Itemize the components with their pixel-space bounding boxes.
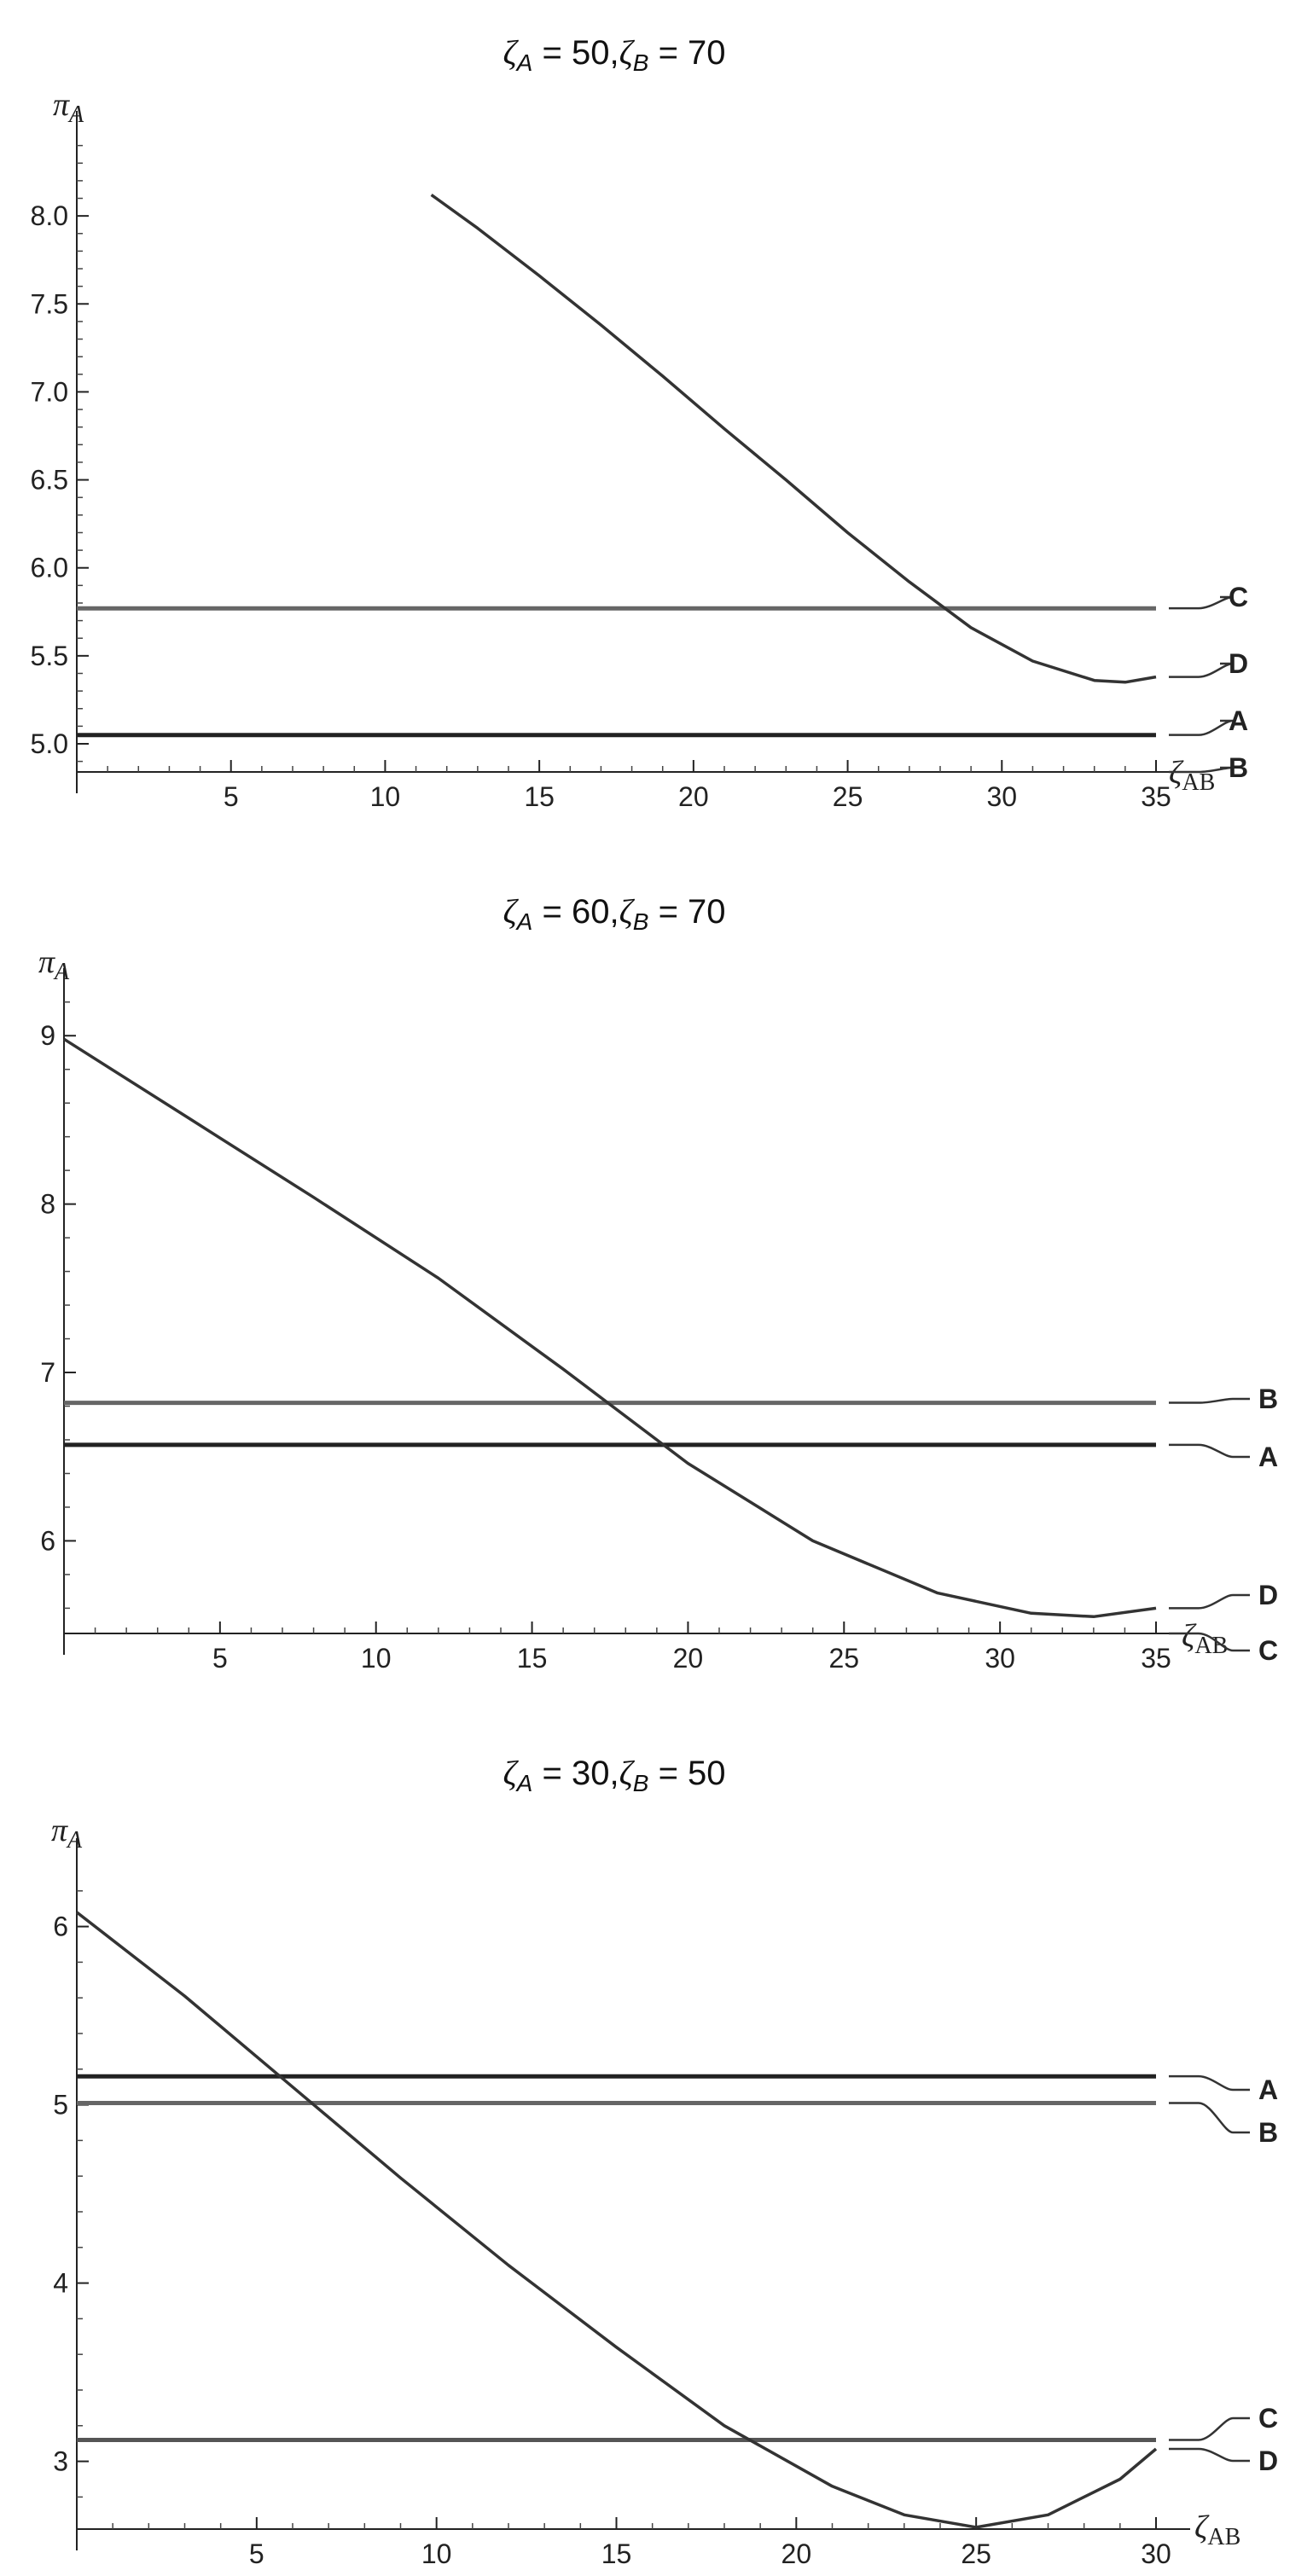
x-axis-label-sub: AB [1194,1633,1229,1659]
x-tick-label: 20 [678,781,709,812]
x-tick-label: 10 [421,2538,452,2569]
x-tick-label: 35 [1141,1643,1171,1674]
x-tick-label: 25 [961,2538,991,2569]
legend-leader-B [1169,1399,1250,1403]
title-sub-a: A [516,1770,533,1796]
y-tick-label: 6 [40,1525,55,1557]
title-zeta-b: ζ [619,33,633,72]
legend-leader-A [1169,721,1233,735]
legend-leader-A [1169,1445,1250,1457]
legend-leader-A [1169,2076,1250,2090]
x-axis-label-symbol: ζ [1182,1618,1195,1654]
title-zeta-b: ζ [619,1754,633,1792]
y-tick-label: 8 [40,1188,55,1220]
y-axis-label-symbol: π [53,87,70,123]
legend-leader-D [1169,664,1233,677]
chart-title [503,33,725,76]
y-tick-label: 4 [53,2267,68,2299]
y-tick-label: 6 [53,1911,68,1942]
series-line-D [77,1912,1156,2527]
series-line-D [64,1039,1156,1616]
legend-label-C: C [1229,582,1249,612]
y-axis-label-symbol: π [38,944,55,980]
legend-label-A: A [1258,2074,1279,2105]
title-value-b: = 70 [648,893,726,931]
title-sub-a: A [516,908,533,935]
title-value-a: = 30, [532,1755,619,1792]
x-axis-label [1169,755,1215,796]
legend-label-C: C [1258,1635,1279,1666]
x-axis-label-symbol: ζ [1169,755,1182,791]
title-zeta-b: ζ [619,892,633,931]
y-axis-label [53,87,84,128]
y-tick-label: 5.5 [30,640,68,671]
y-axis-label-symbol: π [51,1813,68,1848]
x-tick-label: 35 [1141,781,1171,812]
title-sub-b: B [632,908,649,935]
x-tick-label: 25 [832,781,863,812]
title-value-b: = 70 [648,34,726,72]
x-tick-label: 5 [212,1643,228,1674]
y-axis-label-sub: A [67,1827,83,1854]
x-tick-label: 30 [986,781,1018,812]
legend-label-B: B [1258,2117,1279,2148]
y-axis-label-sub: A [69,102,84,128]
legend-label-C: C [1258,2403,1279,2434]
legend-leader-C [1169,597,1233,608]
title-value-a: = 50, [532,34,619,72]
y-axis-label [38,944,70,985]
y-tick-label: 5 [53,2089,68,2121]
x-tick-label: 20 [781,2538,812,2569]
x-tick-label: 10 [360,1643,392,1674]
x-axis-label-symbol: ζ [1194,2509,1208,2545]
chart-panel-3 [0,1714,1313,2576]
x-tick-label: 5 [248,2538,264,2569]
legend-leader-B [1169,2103,1250,2132]
legend-leader-D [1169,2449,1250,2461]
x-axis-label [1194,2509,1240,2550]
title-zeta-a: ζ [503,1754,517,1792]
y-tick-label: 3 [53,2445,68,2477]
x-tick-label: 10 [369,781,401,812]
chart-title [503,1754,725,1796]
legend-label-A: A [1258,1442,1279,1472]
title-sub-a: A [516,49,533,76]
legend-label-D: D [1258,2445,1279,2476]
x-tick-label: 15 [601,2538,632,2569]
title-sub-b: B [632,49,649,76]
y-axis-label [51,1813,83,1854]
legend-label-A: A [1229,705,1249,736]
x-tick-label: 25 [828,1643,860,1674]
title-zeta-a: ζ [503,33,517,72]
y-tick-label: 6.0 [30,552,68,583]
y-tick-label: 7.0 [30,376,68,408]
chart-panel-1 [0,0,1313,844]
x-tick-label: 15 [516,1643,548,1674]
x-axis-label-sub: AB [1207,2524,1241,2550]
legend-label-B: B [1258,1384,1279,1414]
x-tick-label: 15 [524,781,555,812]
y-tick-label: 9 [40,1020,55,1052]
y-tick-label: 7 [40,1357,55,1389]
title-value-b: = 50 [648,1755,726,1792]
y-axis-label-sub: A [55,959,70,985]
legend-leader-D [1169,1595,1250,1608]
title-zeta-a: ζ [503,892,517,931]
legend-label-D: D [1229,648,1249,679]
y-tick-label: 7.5 [30,288,68,320]
x-tick-label: 30 [1141,2538,1171,2569]
title-sub-b: B [632,1770,649,1796]
y-tick-label: 6.5 [30,464,68,496]
legend-label-B: B [1229,752,1249,783]
x-tick-label: 5 [223,781,239,812]
legend-label-D: D [1258,1580,1279,1610]
y-tick-label: 8.0 [30,200,68,232]
chart-title [503,892,725,935]
legend-leader-C [1169,2418,1250,2440]
x-tick-label: 30 [985,1643,1015,1674]
x-axis-label-sub: AB [1182,769,1216,796]
y-tick-label: 5.0 [30,728,68,759]
x-axis-label [1182,1618,1228,1659]
chart-panel-2 [0,853,1313,1697]
x-tick-label: 20 [672,1643,704,1674]
title-value-a: = 60, [532,893,619,931]
